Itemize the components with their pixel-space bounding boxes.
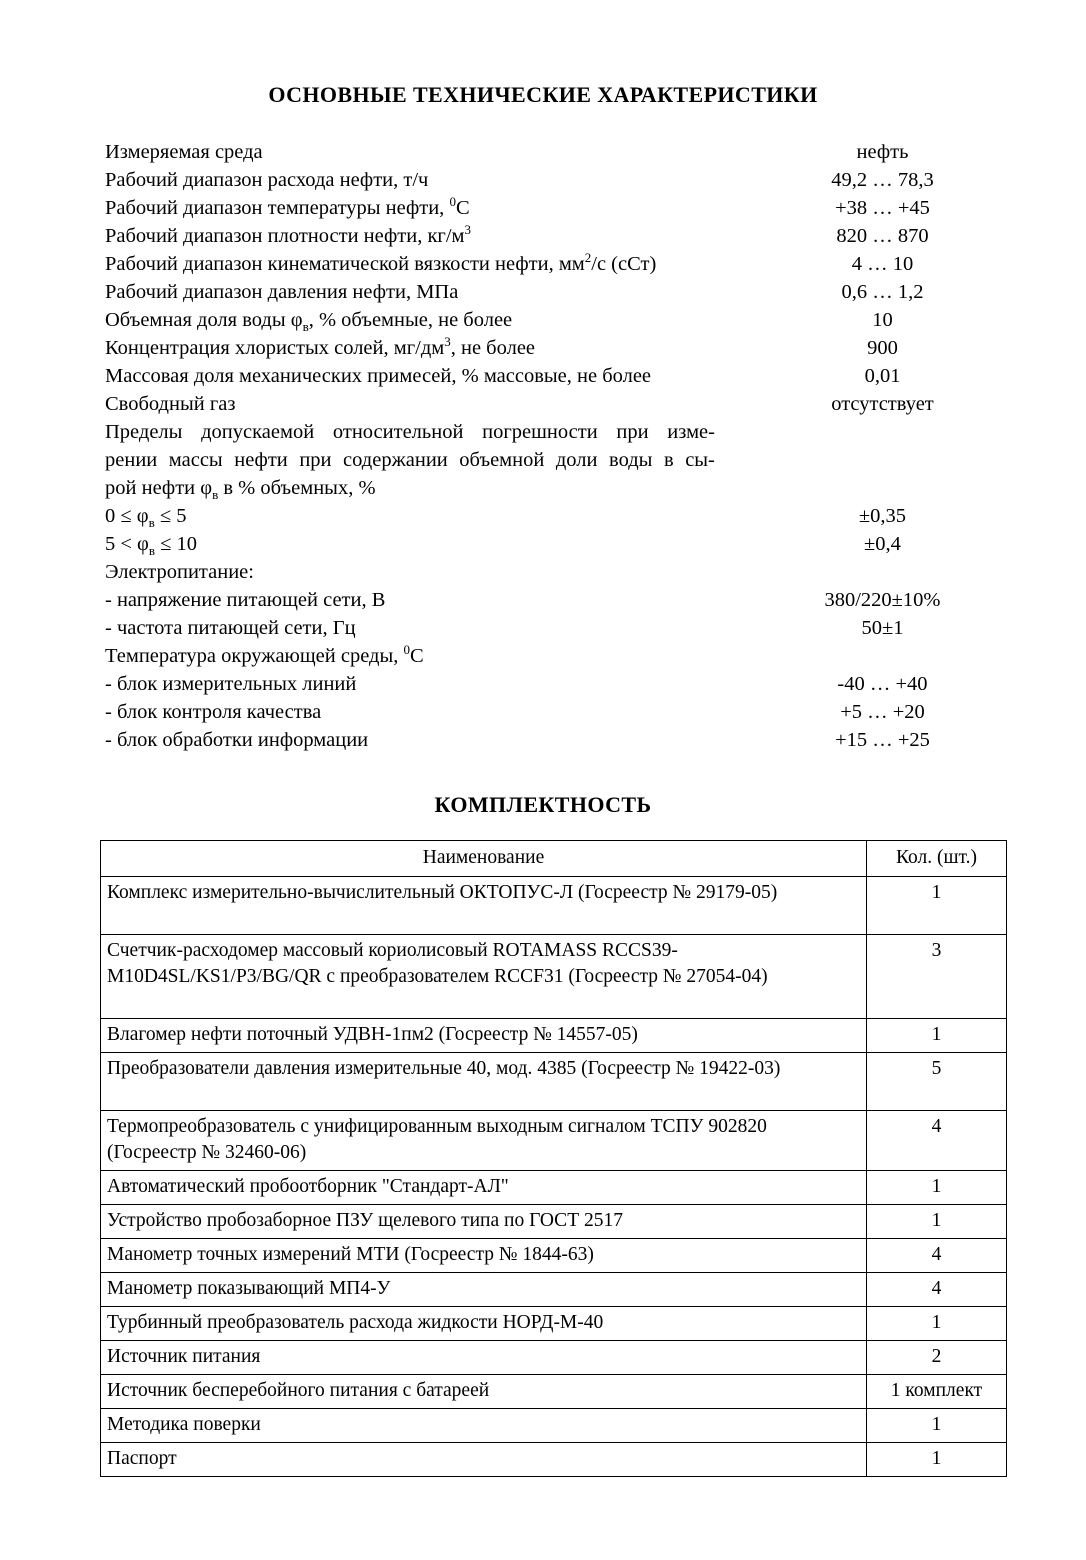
paragraph-line-2	[105, 446, 715, 474]
word: при	[616, 421, 649, 443]
spec-label: Измеряемая среда	[105, 141, 263, 163]
tolerance-value: ±0,4	[864, 533, 901, 555]
word: объемной	[459, 449, 545, 471]
kit-table	[100, 840, 1007, 1477]
spec-row	[105, 362, 985, 390]
tolerance-text-tail: ≤ 10	[155, 533, 198, 555]
item-name: Методика поверки	[101, 1409, 867, 1443]
table-row	[101, 1019, 1007, 1053]
table-row	[101, 1171, 1007, 1205]
ambient-label: - блок обработки информации	[105, 729, 369, 751]
power-value: 380/220±10%	[824, 589, 941, 611]
spec-value: 820 … 870	[836, 225, 929, 247]
word: при	[299, 449, 332, 471]
spec-label-text: Рабочий диапазон кинематической вязкости нефти, мм	[105, 253, 585, 275]
spec-label	[105, 250, 656, 278]
spec-label	[105, 334, 535, 362]
item-qty: 5	[867, 1053, 1007, 1111]
word: относительной	[332, 421, 464, 443]
kit-section-title: КОМПЛЕКТНОСТЬ	[434, 792, 652, 817]
word: массы	[168, 449, 223, 471]
spec-value: 900	[867, 337, 898, 359]
word: рении	[105, 449, 158, 471]
paragraph-text-tail: в % объемных, %	[218, 477, 376, 499]
item-name: Турбинный преобразователь расхода жидкости НОРД-М-40	[101, 1307, 867, 1341]
spec-label-superscript: 2	[584, 250, 592, 266]
item-qty: 1	[867, 1409, 1007, 1443]
ambient-label: - блок измерительных линий	[105, 673, 357, 695]
item-qty: 4	[867, 1111, 1007, 1171]
tolerance-row	[105, 502, 985, 530]
item-qty: 4	[867, 1239, 1007, 1273]
spec-label: Массовая доля механических примесей, % массовые, не более	[105, 365, 652, 387]
spec-label-superscript: 0	[449, 194, 456, 210]
table-row	[101, 1409, 1007, 1443]
spec-row	[105, 278, 985, 306]
spec-label-text: Концентрация хлористых солей, мг/дм	[105, 337, 445, 359]
power-value: 50±1	[861, 617, 904, 639]
spec-label-text: Рабочий диапазон плотности нефти, кг/м	[105, 225, 465, 247]
item-name: Устройство пробозаборное ПЗУ щелевого типа по ГОСТ 2517	[101, 1205, 867, 1239]
table-row	[101, 935, 1007, 1019]
power-supply-heading-row	[105, 558, 985, 586]
spec-row	[105, 306, 985, 334]
table-row	[101, 1053, 1007, 1111]
table-row	[101, 1341, 1007, 1375]
spec-row	[105, 222, 985, 250]
spec-value: 0,6 … 1,2	[841, 281, 924, 303]
power-label: - напряжение питающей сети, В	[105, 589, 386, 611]
item-qty: 4	[867, 1273, 1007, 1307]
item-name: Источник питания	[101, 1341, 867, 1375]
spec-value: 0,01	[864, 365, 901, 387]
item-name: Манометр показывающий МП4-У	[101, 1273, 867, 1307]
spec-row	[105, 334, 985, 362]
item-qty: 2	[867, 1341, 1007, 1375]
word: сы-	[685, 449, 715, 471]
spec-row	[105, 250, 985, 278]
item-name: Термопреобразователь с унифицированным выходным сигналом ТСПУ 902820 (Госреестр № 32460-06)	[101, 1111, 867, 1171]
spec-label-text-tail: , не более	[450, 337, 536, 359]
spec-value: 4 … 10	[851, 253, 914, 275]
item-qty: 1 комплект	[867, 1375, 1007, 1409]
ambient-heading-text-tail: С	[409, 645, 424, 667]
power-label: - частота питающей сети, Гц	[105, 617, 356, 639]
table-row	[101, 877, 1007, 935]
word: содержании	[343, 449, 448, 471]
tolerance-text: 5 < φ	[105, 533, 149, 555]
tolerance-text: 0 ≤ φ	[105, 505, 149, 527]
ambient-value: +5 … +20	[840, 701, 925, 723]
spec-label	[105, 194, 470, 222]
tolerance-label	[105, 502, 187, 530]
tolerance-value: ±0,35	[858, 505, 907, 527]
tolerance-text-tail: ≤ 5	[154, 505, 187, 527]
specs-section-title: ОСНОВНЫЕ ТЕХНИЧЕСКИЕ ХАРАКТЕРИСТИКИ	[268, 82, 818, 107]
spec-value: отсутствует	[831, 393, 934, 415]
spec-value: +38 … +45	[835, 197, 930, 219]
spec-label: Рабочий диапазон давления нефти, МПа	[105, 281, 459, 303]
word: в	[663, 449, 674, 471]
item-qty: 1	[867, 1443, 1007, 1477]
paragraph-subscript: в	[212, 487, 219, 503]
table-row	[101, 1239, 1007, 1273]
spec-label-text-tail: /с (сСт)	[591, 253, 657, 275]
item-name: Паспорт	[101, 1443, 867, 1477]
item-name: Комплекс измерительно-вычислительный ОКТОПУС-Л (Госреестр № 29179-05)	[101, 877, 867, 935]
power-supply-heading: Электропитание:	[105, 561, 254, 583]
table-row	[101, 1111, 1007, 1171]
power-row	[105, 614, 985, 642]
table-header-row	[101, 841, 1007, 877]
item-qty: 1	[867, 1019, 1007, 1053]
table-row	[101, 1307, 1007, 1341]
word: воды	[609, 449, 653, 471]
spec-label	[105, 222, 471, 250]
tolerance-subscript: в	[148, 515, 155, 531]
word: доли	[555, 449, 598, 471]
spec-label-subscript: в	[302, 319, 309, 335]
spec-label	[105, 306, 512, 334]
paragraph-line-3	[105, 474, 715, 502]
word: погрешности	[482, 421, 598, 443]
spec-value: 10	[872, 309, 893, 331]
item-name: Счетчик-расходомер массовый кориолисовый ROTAMASS RCCS39-M10D4SL/KS1/P3/BG/QR с преобразователем RCCF31 (Госреестр № 27054-04)	[101, 935, 867, 1019]
table-row	[101, 1375, 1007, 1409]
spec-row	[105, 390, 985, 418]
ambient-label: - блок контроля качества	[105, 701, 322, 723]
ambient-row	[105, 698, 985, 726]
item-name: Влагомер нефти поточный УДВН-1пм2 (Госреестр № 14557-05)	[101, 1019, 867, 1053]
ambient-heading-text: Температура окружающей среды,	[105, 645, 404, 667]
spec-label-superscript: 3	[444, 334, 451, 350]
table-row	[101, 1273, 1007, 1307]
ambient-heading-row	[105, 642, 985, 670]
ambient-row	[105, 670, 985, 698]
spec-label-text-tail: С	[455, 197, 470, 219]
paragraph-text: рой нефти φ	[105, 477, 213, 499]
spec-label-text: Рабочий диапазон температуры нефти,	[105, 197, 450, 219]
tolerance-subscript: в	[148, 543, 156, 559]
spec-value: 49,2 … 78,3	[831, 169, 934, 191]
error-limits-paragraph	[105, 418, 715, 502]
spec-row	[105, 194, 985, 222]
spec-label-text-tail: , % объемные, не более	[308, 309, 513, 331]
item-name: Преобразователи давления измерительные 40, мод. 4385 (Госреестр № 19422-03)	[101, 1053, 867, 1111]
item-qty: 3	[867, 935, 1007, 1019]
word: Пределы	[105, 421, 183, 443]
item-qty: 1	[867, 877, 1007, 935]
spec-row	[105, 166, 985, 194]
tolerance-row	[105, 530, 985, 558]
ambient-row	[105, 726, 985, 754]
ambient-heading	[105, 642, 424, 670]
spec-row	[105, 138, 985, 166]
ambient-value: +15 … +25	[835, 729, 930, 751]
item-name: Манометр точных измерений МТИ (Госреестр № 1844-63)	[101, 1239, 867, 1273]
item-qty: 1	[867, 1307, 1007, 1341]
table-row	[101, 1205, 1007, 1239]
spec-label-text: Объемная доля воды φ	[105, 309, 303, 331]
spec-label: Свободный газ	[105, 393, 236, 415]
item-name: Автоматический пробоотборник "Стандарт-АЛ"	[101, 1171, 867, 1205]
spec-label: Рабочий диапазон расхода нефти, т/ч	[105, 169, 429, 191]
table-row	[101, 1443, 1007, 1477]
column-header-name: Наименование	[101, 841, 867, 877]
word: допускаемой	[201, 421, 315, 443]
word: нефти	[234, 449, 288, 471]
specifications-list	[105, 138, 985, 754]
tolerance-label	[105, 530, 197, 558]
ambient-heading-superscript: 0	[403, 642, 410, 658]
spec-value: нефть	[856, 141, 909, 163]
word: изме-	[667, 421, 715, 443]
item-qty: 1	[867, 1171, 1007, 1205]
paragraph-line-1	[105, 418, 715, 446]
item-name: Источник бесперебойного питания с батареей	[101, 1375, 867, 1409]
ambient-value: -40 … +40	[837, 673, 928, 695]
column-header-qty: Кол. (шт.)	[867, 841, 1007, 877]
power-row	[105, 586, 985, 614]
item-qty: 1	[867, 1205, 1007, 1239]
spec-label-superscript: 3	[464, 222, 471, 238]
